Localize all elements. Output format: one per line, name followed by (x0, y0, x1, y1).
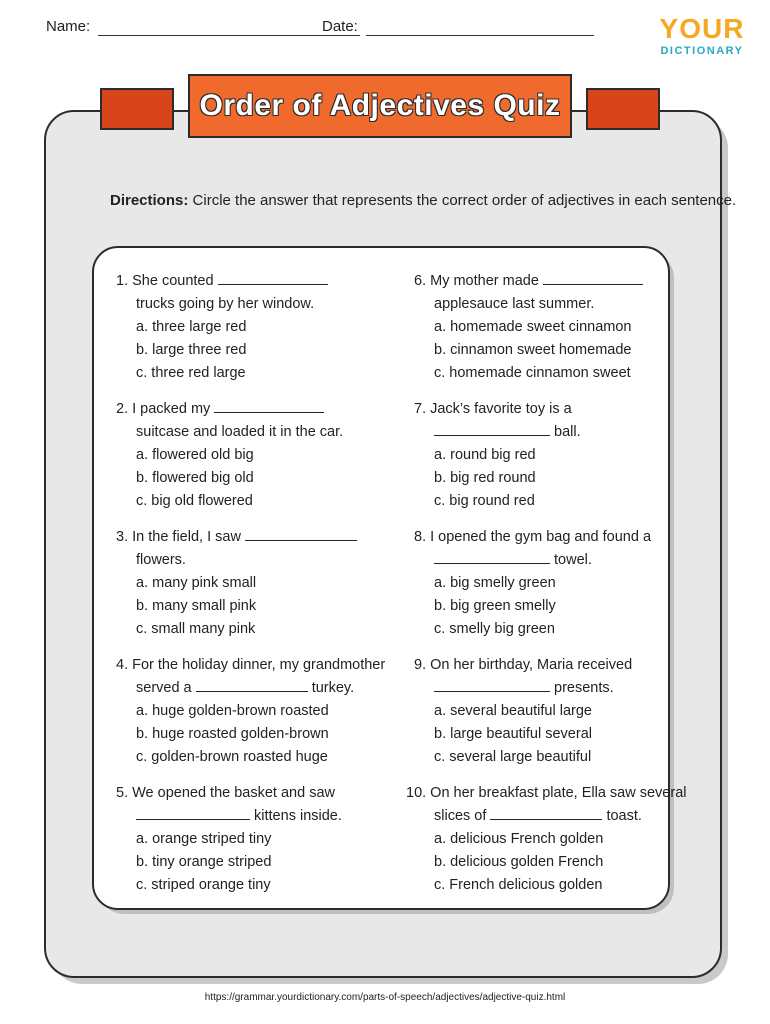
option-c[interactable]: c. big round red (434, 493, 535, 509)
answer-blank[interactable] (245, 526, 357, 541)
option-a[interactable]: a. flowered old big (136, 447, 254, 463)
option-c[interactable]: c. smelly big green (434, 621, 555, 637)
question-continuation: slices of (434, 808, 487, 824)
question-stem: 3. In the field, I saw (116, 529, 241, 545)
option-b[interactable]: b. big green smelly (434, 598, 556, 614)
question-3 (116, 526, 357, 641)
logo-your-text: YOUR (659, 13, 745, 44)
date-field (322, 18, 358, 35)
option-c[interactable]: c. striped orange tiny (136, 877, 271, 893)
question-continuation: served a (136, 680, 192, 696)
option-c[interactable]: c. three red large (136, 365, 246, 381)
question-stem: 4. For the holiday dinner, my grandmother (116, 657, 386, 673)
question-2 (116, 398, 343, 513)
option-a[interactable]: a. round big red (434, 447, 536, 463)
option-c[interactable]: c. big old flowered (136, 493, 253, 509)
answer-blank[interactable] (434, 677, 550, 692)
ribbon-tail-right (586, 88, 660, 130)
option-a[interactable]: a. big smelly green (434, 575, 556, 591)
question-stem: 10. On her breakfast plate, Ella saw several (406, 785, 687, 801)
question-1 (116, 270, 328, 385)
answer-blank[interactable] (434, 549, 550, 564)
title-banner (188, 74, 572, 138)
question-10 (406, 782, 686, 897)
question-continuation: trucks going by her window. (136, 296, 315, 312)
directions-text: Circle the answer that represents the correct order of adjectives in each sentence. (192, 192, 737, 209)
question-4 (116, 654, 385, 769)
question-continuation-end: turkey. (311, 680, 355, 696)
question-stem: 2. I packed my (116, 401, 211, 417)
question-stem: 6. My mother made (414, 273, 539, 289)
option-c[interactable]: c. French delicious golden (434, 877, 603, 893)
question-continuation-end: towel. (554, 552, 592, 568)
answer-blank[interactable] (214, 398, 324, 413)
option-a[interactable]: a. homemade sweet cinnamon (434, 319, 632, 335)
directions-label: Directions: (110, 192, 189, 209)
option-b[interactable]: b. big red round (434, 470, 536, 486)
option-c[interactable]: c. small many pink (136, 621, 256, 637)
directions (110, 192, 736, 209)
option-b[interactable]: b. large three red (136, 342, 247, 358)
answer-blank[interactable] (490, 805, 602, 820)
yourdictionary-logo (652, 14, 752, 58)
question-8 (414, 526, 651, 641)
option-a[interactable]: a. several beautiful large (434, 703, 592, 719)
date-label: Date: (322, 18, 358, 35)
logo-dictionary-text: DICTIONARY (660, 45, 744, 57)
question-continuation: flowers. (136, 552, 186, 568)
answer-blank[interactable] (136, 805, 250, 820)
question-continuation: applesauce last summer. (434, 296, 595, 312)
answer-blank[interactable] (196, 677, 308, 692)
answer-blank[interactable] (543, 270, 643, 285)
option-b[interactable]: b. cinnamon sweet homemade (434, 342, 632, 358)
question-stem: 1. She counted (116, 273, 214, 289)
option-b[interactable]: b. flowered big old (136, 470, 254, 486)
name-line[interactable] (98, 35, 360, 36)
answer-blank[interactable] (434, 421, 550, 436)
question-stem: 7. Jack’s favorite toy is a (414, 401, 572, 417)
question-stem: 9. On her birthday, Maria received (414, 657, 633, 673)
question-continuation-end: ball. (554, 424, 581, 440)
question-continuation-end: kittens inside. (254, 808, 342, 824)
option-b[interactable]: b. large beautiful several (434, 726, 592, 742)
option-b[interactable]: b. delicious golden French (434, 854, 604, 870)
question-9 (414, 654, 632, 769)
source-url: https://grammar.yourdictionary.com/parts-of-speech/adjectives/adjective-quiz.html (204, 992, 566, 1003)
question-stem: 8. I opened the gym bag and found a (414, 529, 652, 545)
option-a[interactable]: a. huge golden-brown roasted (136, 703, 329, 719)
option-a[interactable]: a. orange striped tiny (136, 831, 272, 847)
question-7 (414, 398, 581, 513)
name-label: Name: (46, 18, 91, 35)
question-stem: 5. We opened the basket and saw (116, 785, 335, 801)
name-field (46, 18, 90, 35)
option-c[interactable]: c. several large beautiful (434, 749, 592, 765)
option-a[interactable]: a. three large red (136, 319, 247, 335)
page-title: Order of Adjectives Quiz (199, 89, 561, 122)
option-c[interactable]: c. homemade cinnamon sweet (434, 365, 631, 381)
question-continuation: suitcase and loaded it in the car. (136, 424, 344, 440)
option-a[interactable]: a. delicious French golden (434, 831, 604, 847)
option-b[interactable]: b. tiny orange striped (136, 854, 272, 870)
question-5 (116, 782, 342, 897)
question-continuation-end: presents. (554, 680, 614, 696)
question-6 (414, 270, 643, 385)
date-line[interactable] (366, 35, 594, 36)
question-continuation-end: toast. (606, 808, 642, 824)
option-c[interactable]: c. golden-brown roasted huge (136, 749, 328, 765)
ribbon-tail-left (100, 88, 174, 130)
answer-blank[interactable] (218, 270, 328, 285)
option-b[interactable]: b. huge roasted golden-brown (136, 726, 329, 742)
option-b[interactable]: b. many small pink (136, 598, 257, 614)
option-a[interactable]: a. many pink small (136, 575, 257, 591)
